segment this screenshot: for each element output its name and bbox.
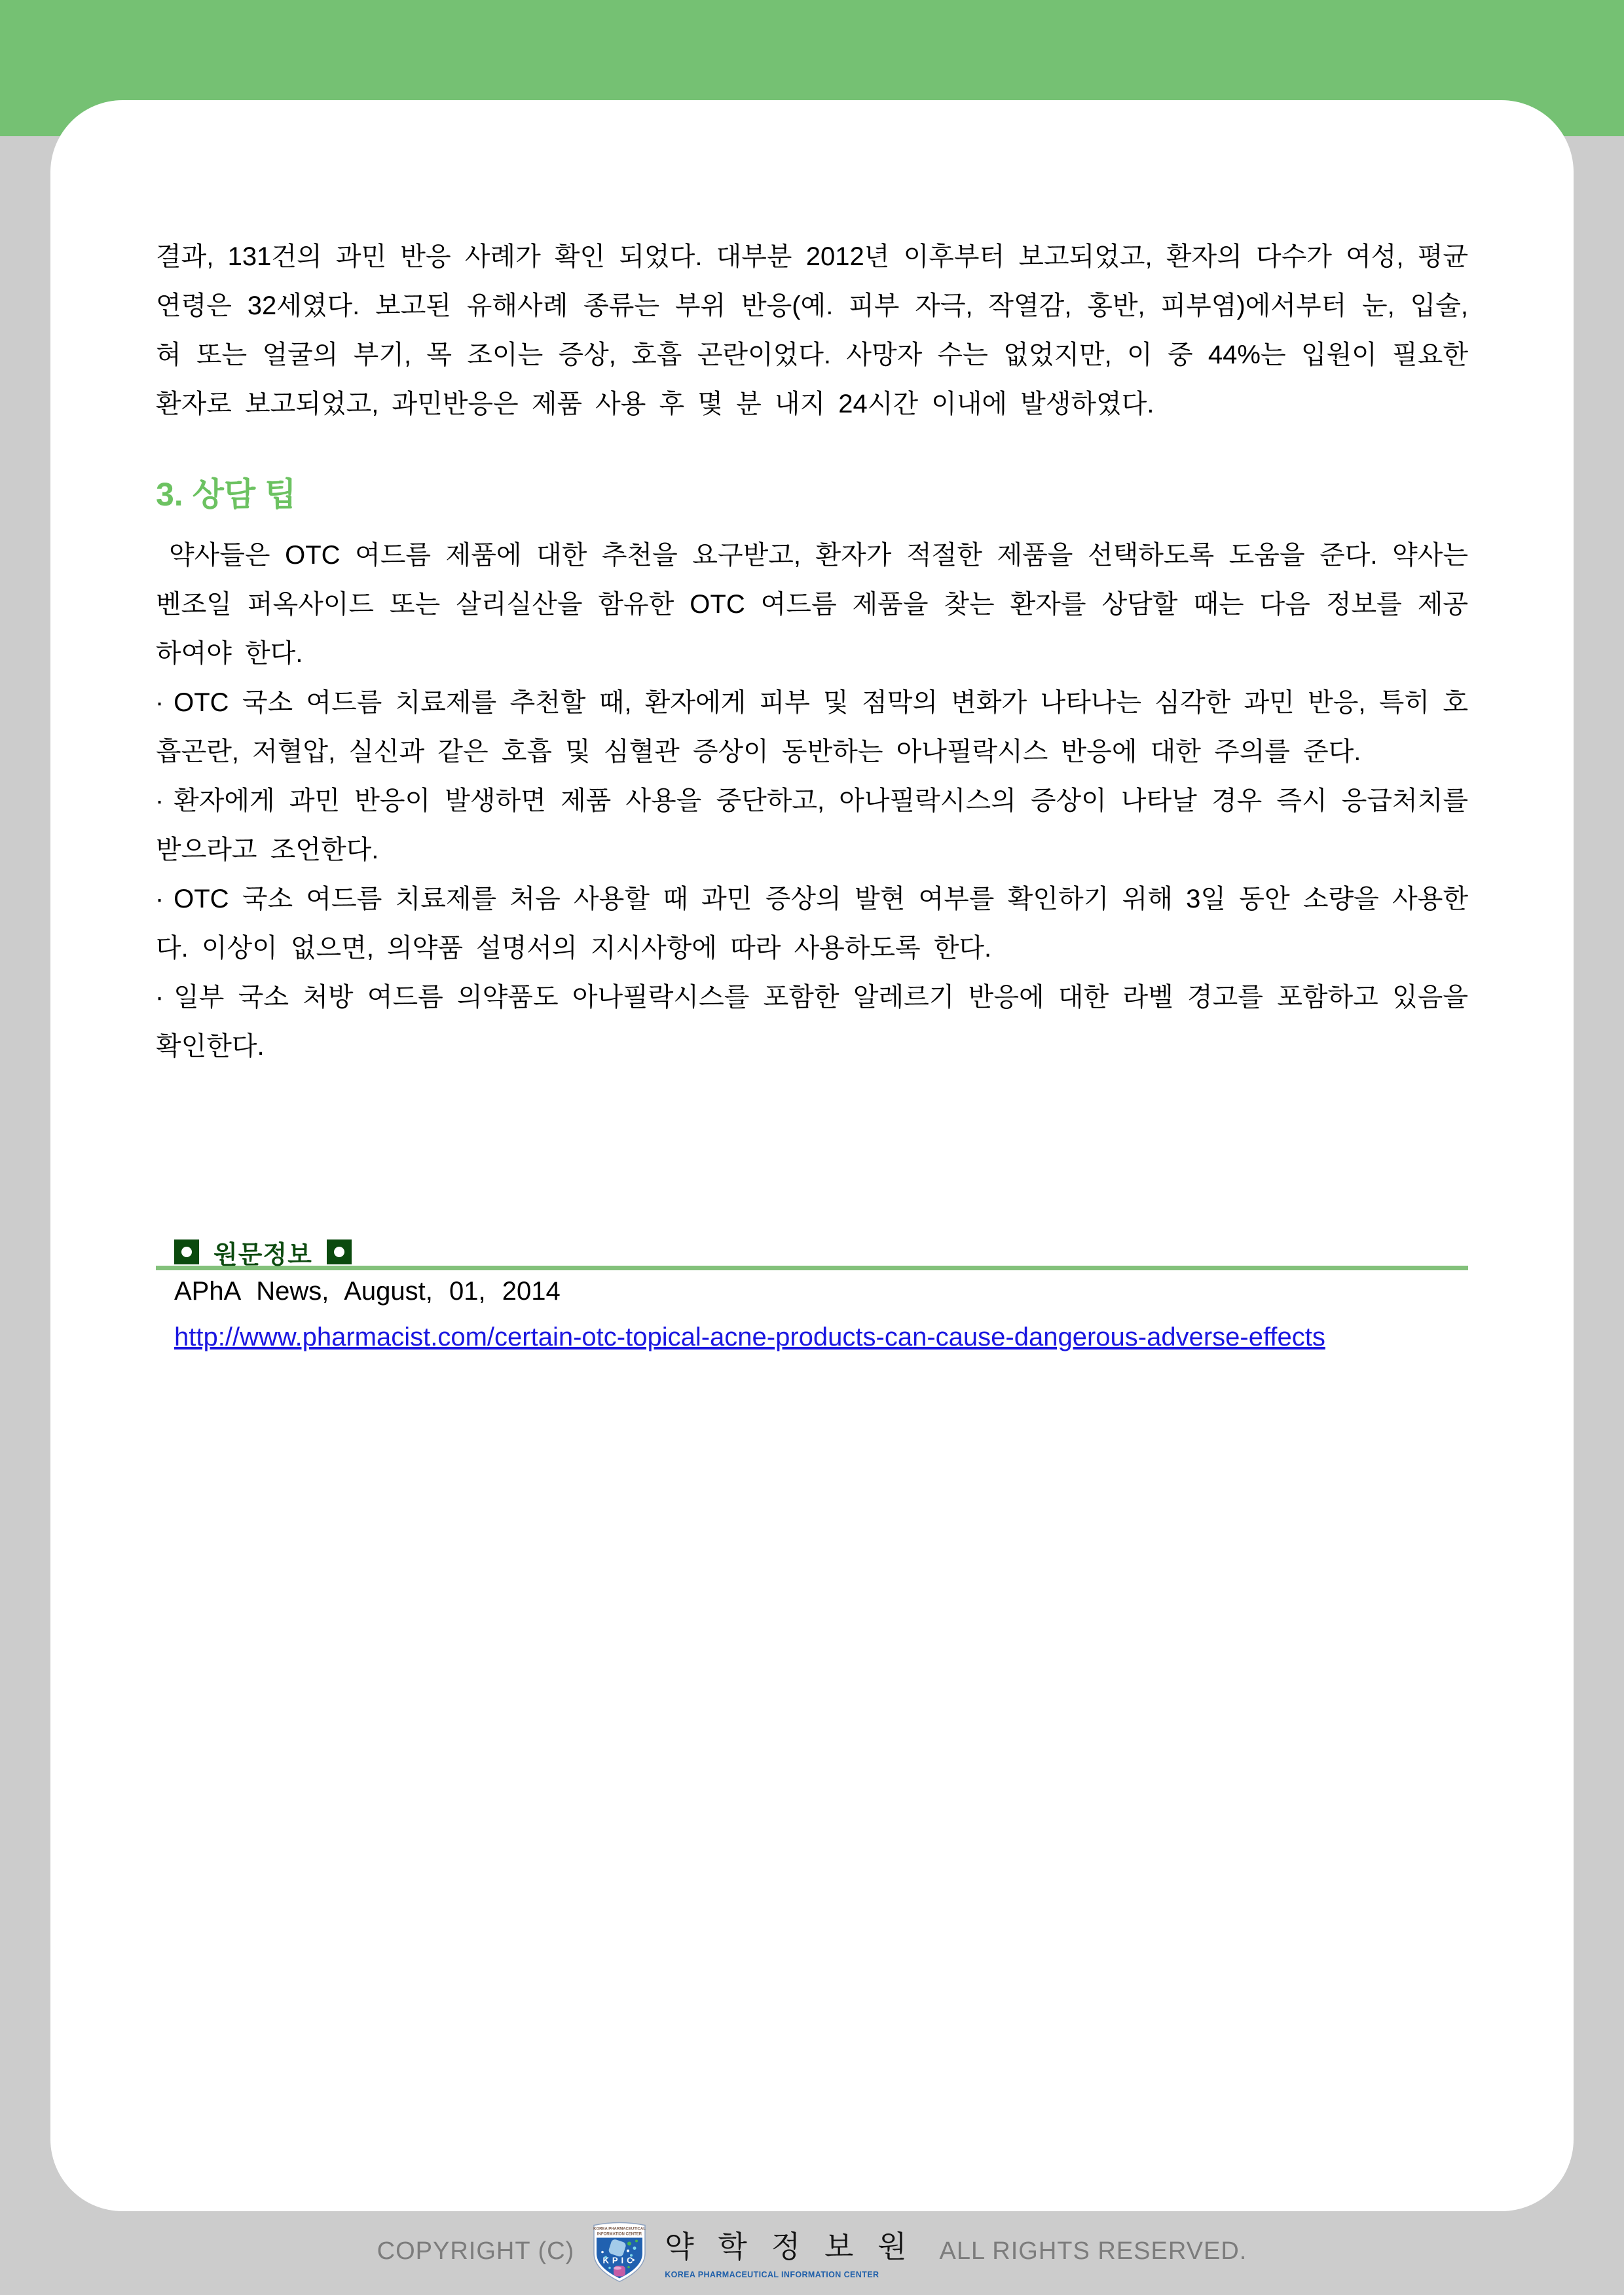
bullet-dot-icon: ∙: [156, 688, 164, 717]
white-dot-icon: [181, 1247, 192, 1257]
source-label: 원문정보: [213, 1241, 312, 1269]
bullet-dot-icon: ∙: [156, 885, 164, 913]
bullet-text: 환자에게 과민 반응이 발생하면 제품 사용을 중단하고, 아나필락시스의 증상이 나타날 경우 즉시 응급처치를 받으라고 조언한다.: [156, 786, 1468, 864]
bullet-item: [156, 678, 1468, 777]
org-name-block: [665, 2223, 914, 2279]
section-heading: 3. 상담 팁: [156, 476, 297, 513]
source-label-row: [156, 1239, 1468, 1269]
bullet-text: OTC 국소 여드름 치료제를 처음 사용할 때 과민 증상의 발현 여부를 확인하기 위해 3일 동안 소량을 사용한다. 이상이 없으면, 의약품 설명서의 지시사항에 따라 사용하도록 한다.: [156, 885, 1468, 963]
square-bullet-icon: [174, 1239, 199, 1264]
source-citation: APhA News, August, 01, 2014: [174, 1277, 561, 1306]
bullet-item: [156, 875, 1468, 973]
rights-text: ALL RIGHTS RESERVED.: [939, 2237, 1247, 2265]
kpic-logo: [590, 2218, 649, 2284]
white-dot-icon: [334, 1247, 344, 1257]
logo-shield-text: KOREA PHARMACEUTICAL: [593, 2227, 646, 2231]
bullet-item: [156, 973, 1468, 1071]
card-content: [50, 100, 1574, 1355]
paragraph-intro: 약사들은 OTC 여드름 제품에 대한 추천을 요구받고, 환자가 적절한 제품을 선택하도록 도움을 준다. 약사는 벤조일 퍼옥사이드 또는 살리실산을 함유한 OTC 여드름 제품을 찾는 환자를 상담할 때는 다음 정보를 제공 하여야 한다.: [156, 541, 1468, 668]
content-card: [50, 100, 1574, 2211]
logo-acronym: KPIC: [602, 2255, 637, 2266]
bullet-dot-icon: ∙: [156, 983, 164, 1012]
square-bullet-icon: [327, 1239, 352, 1264]
bullet-text: 일부 국소 처방 여드름 의약품도 아나필락시스를 포함한 알레르기 반응에 대한 라벨 경고를 포함하고 있음을 확인한다.: [156, 983, 1468, 1061]
bullet-item: [156, 777, 1468, 875]
copyright-text: COPYRIGHT (C): [377, 2237, 575, 2265]
logo-shield-text: INFORMATION CENTER: [597, 2232, 642, 2237]
paragraph-results: 결과, 131건의 과민 반응 사례가 확인 되었다. 대부분 2012년 이후부터 보고되었고, 환자의 다수가 여성, 평균 연령은 32세였다. 보고된 유해사례 종류는 부위 반응(예. 피부 자극, 작열감, 홍반, 피부염)에서부터 눈, 입술, 혀 또는 얼굴의 부기, 목 조이는 증상, 호흡 곤란이었다. 사망자 수는 없었지만, 이 중 44%는 입원이 필요한 환자로 보고되었고, 과민반응은 제품 사용 후 몇 분 내지 24시간 이내에 발생하였다.: [156, 242, 1468, 418]
bullet-text: OTC 국소 여드름 치료제를 추천할 때, 환자에게 피부 및 점막의 변화가 나타나는 심각한 과민 반응, 특히 호흡곤란, 저혈압, 실신과 같은 호흡 및 심혈관 증상이 동반하는 아나필락시스 반응에 대한 주의를 준다.: [156, 688, 1468, 766]
org-name-korean: 약 학 정 보 원: [665, 2230, 915, 2264]
footer: [0, 2218, 1624, 2284]
source-link[interactable]: http://www.pharmacist.com/certain-otc-topical-acne-products-can-cause-dangerous-adverse-effects: [174, 1323, 1325, 1351]
bullet-dot-icon: ∙: [156, 786, 164, 815]
source-info-section: [156, 1239, 1468, 1355]
divider-rule: [156, 1266, 1468, 1270]
source-link-line: [174, 1319, 1468, 1355]
org-name-english: KOREA PHARMACEUTICAL INFORMATION CENTER: [665, 2270, 879, 2279]
